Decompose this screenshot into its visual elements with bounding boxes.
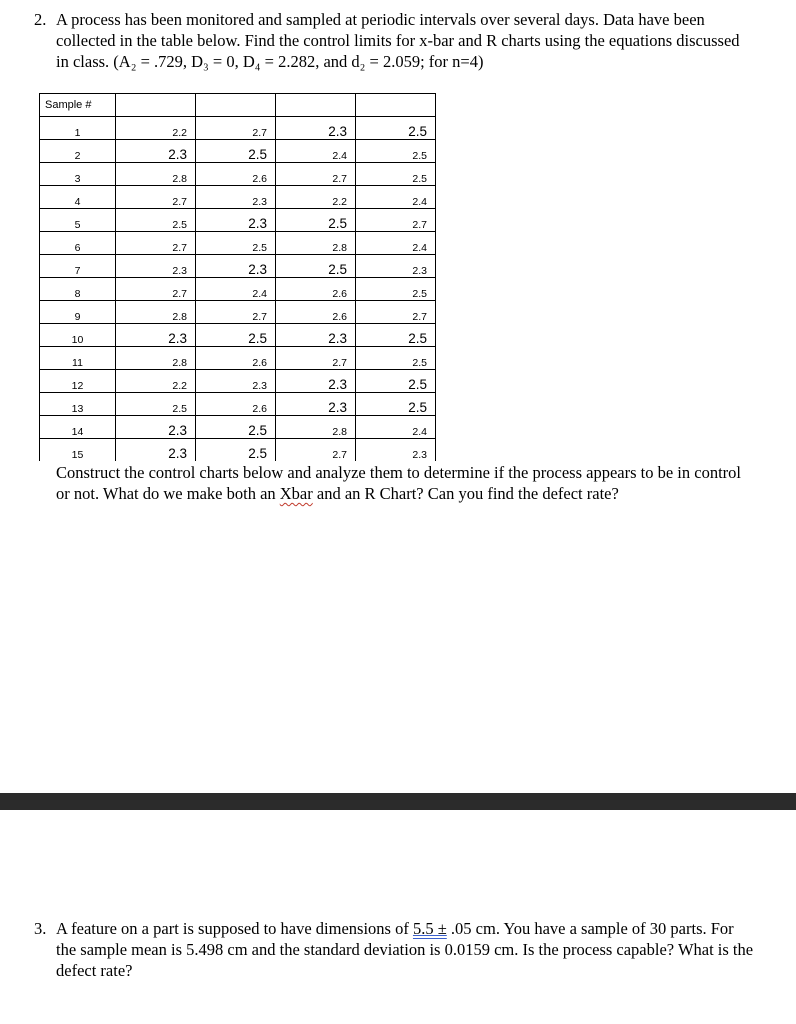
sample-number-cell: 8 bbox=[40, 278, 116, 301]
measurement-cell: 2.3 bbox=[356, 439, 436, 462]
measurement-cell: 2.2 bbox=[116, 370, 196, 393]
sample-number-cell: 5 bbox=[40, 209, 116, 232]
measurement-cell: 2.6 bbox=[196, 347, 276, 370]
sample-number-cell: 4 bbox=[40, 186, 116, 209]
measurement-cell: 2.5 bbox=[356, 370, 436, 393]
measurement-cell: 2.7 bbox=[196, 301, 276, 324]
measurement-cell: 2.8 bbox=[116, 163, 196, 186]
measurement-cell: 2.7 bbox=[276, 439, 356, 462]
measurement-cell: 2.6 bbox=[196, 393, 276, 416]
table-header-row bbox=[40, 94, 436, 117]
measurement-cell: 2.5 bbox=[196, 324, 276, 347]
measurement-cell: 2.8 bbox=[116, 301, 196, 324]
sample-number-cell: 14 bbox=[40, 416, 116, 439]
table-row bbox=[40, 439, 436, 462]
sample-number-cell: 10 bbox=[40, 324, 116, 347]
measurement-cell: 2.2 bbox=[116, 117, 196, 140]
measurement-cell: 2.3 bbox=[116, 324, 196, 347]
table-row bbox=[40, 117, 436, 140]
measurement-cell: 2.5 bbox=[276, 255, 356, 278]
sample-number-header: Sample # bbox=[40, 94, 116, 117]
sample-number-cell: 9 bbox=[40, 301, 116, 324]
measurement-cell: 2.8 bbox=[276, 416, 356, 439]
sample-number-cell: 1 bbox=[40, 117, 116, 140]
table-row bbox=[40, 416, 436, 439]
empty-header-cell bbox=[116, 94, 196, 117]
measurement-cell: 2.6 bbox=[196, 163, 276, 186]
problem-2 bbox=[34, 9, 754, 72]
table-row bbox=[40, 393, 436, 416]
measurement-cell: 2.5 bbox=[356, 393, 436, 416]
measurement-cell: 2.5 bbox=[356, 324, 436, 347]
sample-number-cell: 3 bbox=[40, 163, 116, 186]
problem-2-followup bbox=[56, 462, 746, 504]
empty-header-cell bbox=[196, 94, 276, 117]
empty-header-cell bbox=[356, 94, 436, 117]
page-divider-bar bbox=[0, 793, 796, 810]
table-row bbox=[40, 163, 436, 186]
measurement-cell: 2.5 bbox=[356, 278, 436, 301]
problem-2-number: 2. bbox=[34, 10, 47, 29]
measurement-cell: 2.3 bbox=[276, 324, 356, 347]
measurement-cell: 2.5 bbox=[276, 209, 356, 232]
measurement-cell: 2.6 bbox=[276, 301, 356, 324]
measurement-cell: 2.5 bbox=[196, 232, 276, 255]
empty-header-cell bbox=[276, 94, 356, 117]
measurement-cell: 2.3 bbox=[116, 140, 196, 163]
measurement-cell: 2.3 bbox=[196, 186, 276, 209]
measurement-cell: 2.5 bbox=[356, 117, 436, 140]
measurement-cell: 2.7 bbox=[356, 209, 436, 232]
table-row bbox=[40, 232, 436, 255]
measurement-cell: 2.6 bbox=[276, 278, 356, 301]
measurement-cell: 2.4 bbox=[356, 416, 436, 439]
measurement-cell: 2.8 bbox=[276, 232, 356, 255]
problem-3-text-before: A feature on a part is supposed to have dimensions of bbox=[56, 919, 413, 938]
table-row bbox=[40, 278, 436, 301]
table-row bbox=[40, 209, 436, 232]
measurement-cell: 2.7 bbox=[116, 232, 196, 255]
measurement-cell: 2.5 bbox=[196, 416, 276, 439]
sample-number-cell: 15 bbox=[40, 439, 116, 462]
measurement-cell: 2.3 bbox=[196, 255, 276, 278]
measurement-cell: 2.5 bbox=[196, 439, 276, 462]
spellcheck-word[interactable]: Xbar bbox=[279, 484, 313, 503]
measurement-cell: 2.4 bbox=[356, 186, 436, 209]
measurement-cell: 2.3 bbox=[116, 255, 196, 278]
measurement-cell: 2.8 bbox=[116, 347, 196, 370]
sample-number-cell: 7 bbox=[40, 255, 116, 278]
sample-number-cell: 12 bbox=[40, 370, 116, 393]
measurement-cell: 2.3 bbox=[356, 255, 436, 278]
problem-3-number: 3. bbox=[34, 919, 47, 938]
measurement-cell: 2.3 bbox=[276, 393, 356, 416]
measurement-cell: 2.3 bbox=[276, 370, 356, 393]
table-row bbox=[40, 370, 436, 393]
sample-data-table bbox=[39, 93, 436, 461]
measurement-cell: 2.5 bbox=[196, 140, 276, 163]
measurement-cell: 2.4 bbox=[276, 140, 356, 163]
table-row bbox=[40, 324, 436, 347]
measurement-cell: 2.3 bbox=[196, 209, 276, 232]
followup-text-before: Construct the control charts below and analyze them to determine if the process appears to be in control or not. What do we make both an bbox=[56, 463, 741, 503]
measurement-cell: 2.4 bbox=[356, 232, 436, 255]
measurement-cell: 2.3 bbox=[116, 416, 196, 439]
table-row bbox=[40, 255, 436, 278]
measurement-cell: 2.5 bbox=[356, 347, 436, 370]
sample-number-cell: 13 bbox=[40, 393, 116, 416]
measurement-cell: 2.3 bbox=[196, 370, 276, 393]
measurement-cell: 2.7 bbox=[116, 186, 196, 209]
measurement-cell: 2.5 bbox=[356, 163, 436, 186]
sample-number-cell: 11 bbox=[40, 347, 116, 370]
measurement-cell: 2.3 bbox=[116, 439, 196, 462]
problem-3-text bbox=[56, 918, 754, 981]
measurement-cell: 2.3 bbox=[276, 117, 356, 140]
table-row bbox=[40, 347, 436, 370]
measurement-cell: 2.7 bbox=[196, 117, 276, 140]
measurement-cell: 2.5 bbox=[356, 140, 436, 163]
sample-number-cell: 2 bbox=[40, 140, 116, 163]
sample-number-cell: 6 bbox=[40, 232, 116, 255]
problem-3 bbox=[34, 918, 754, 981]
problem-3-text-after: .05 cm. You have a sample of 30 parts. For the sample mean is 5.498 cm and the standard deviation is 0.0159 cm. Is the process capable? What is the defect rate? bbox=[56, 919, 754, 980]
measurement-cell: 2.5 bbox=[116, 393, 196, 416]
measurement-cell: 2.7 bbox=[276, 347, 356, 370]
dimension-link[interactable]: 5.5 ± bbox=[412, 919, 447, 938]
measurement-cell: 2.2 bbox=[276, 186, 356, 209]
table-row bbox=[40, 301, 436, 324]
table-row bbox=[40, 186, 436, 209]
measurement-cell: 2.7 bbox=[356, 301, 436, 324]
table-row bbox=[40, 140, 436, 163]
measurement-cell: 2.7 bbox=[276, 163, 356, 186]
measurement-cell: 2.7 bbox=[116, 278, 196, 301]
measurement-cell: 2.5 bbox=[116, 209, 196, 232]
followup-text-after: and an R Chart? Can you find the defect rate? bbox=[312, 484, 619, 503]
problem-2-text: A process has been monitored and sampled at periodic intervals over several days. Data have been collected in the table below. Find the control limits for x-bar and R charts using the equations discussed in class. (A₂ = .729, D₃ = 0, D₄ = 2.282, and d₂ = 2.059; for n=4) bbox=[56, 10, 740, 71]
measurement-cell: 2.4 bbox=[196, 278, 276, 301]
